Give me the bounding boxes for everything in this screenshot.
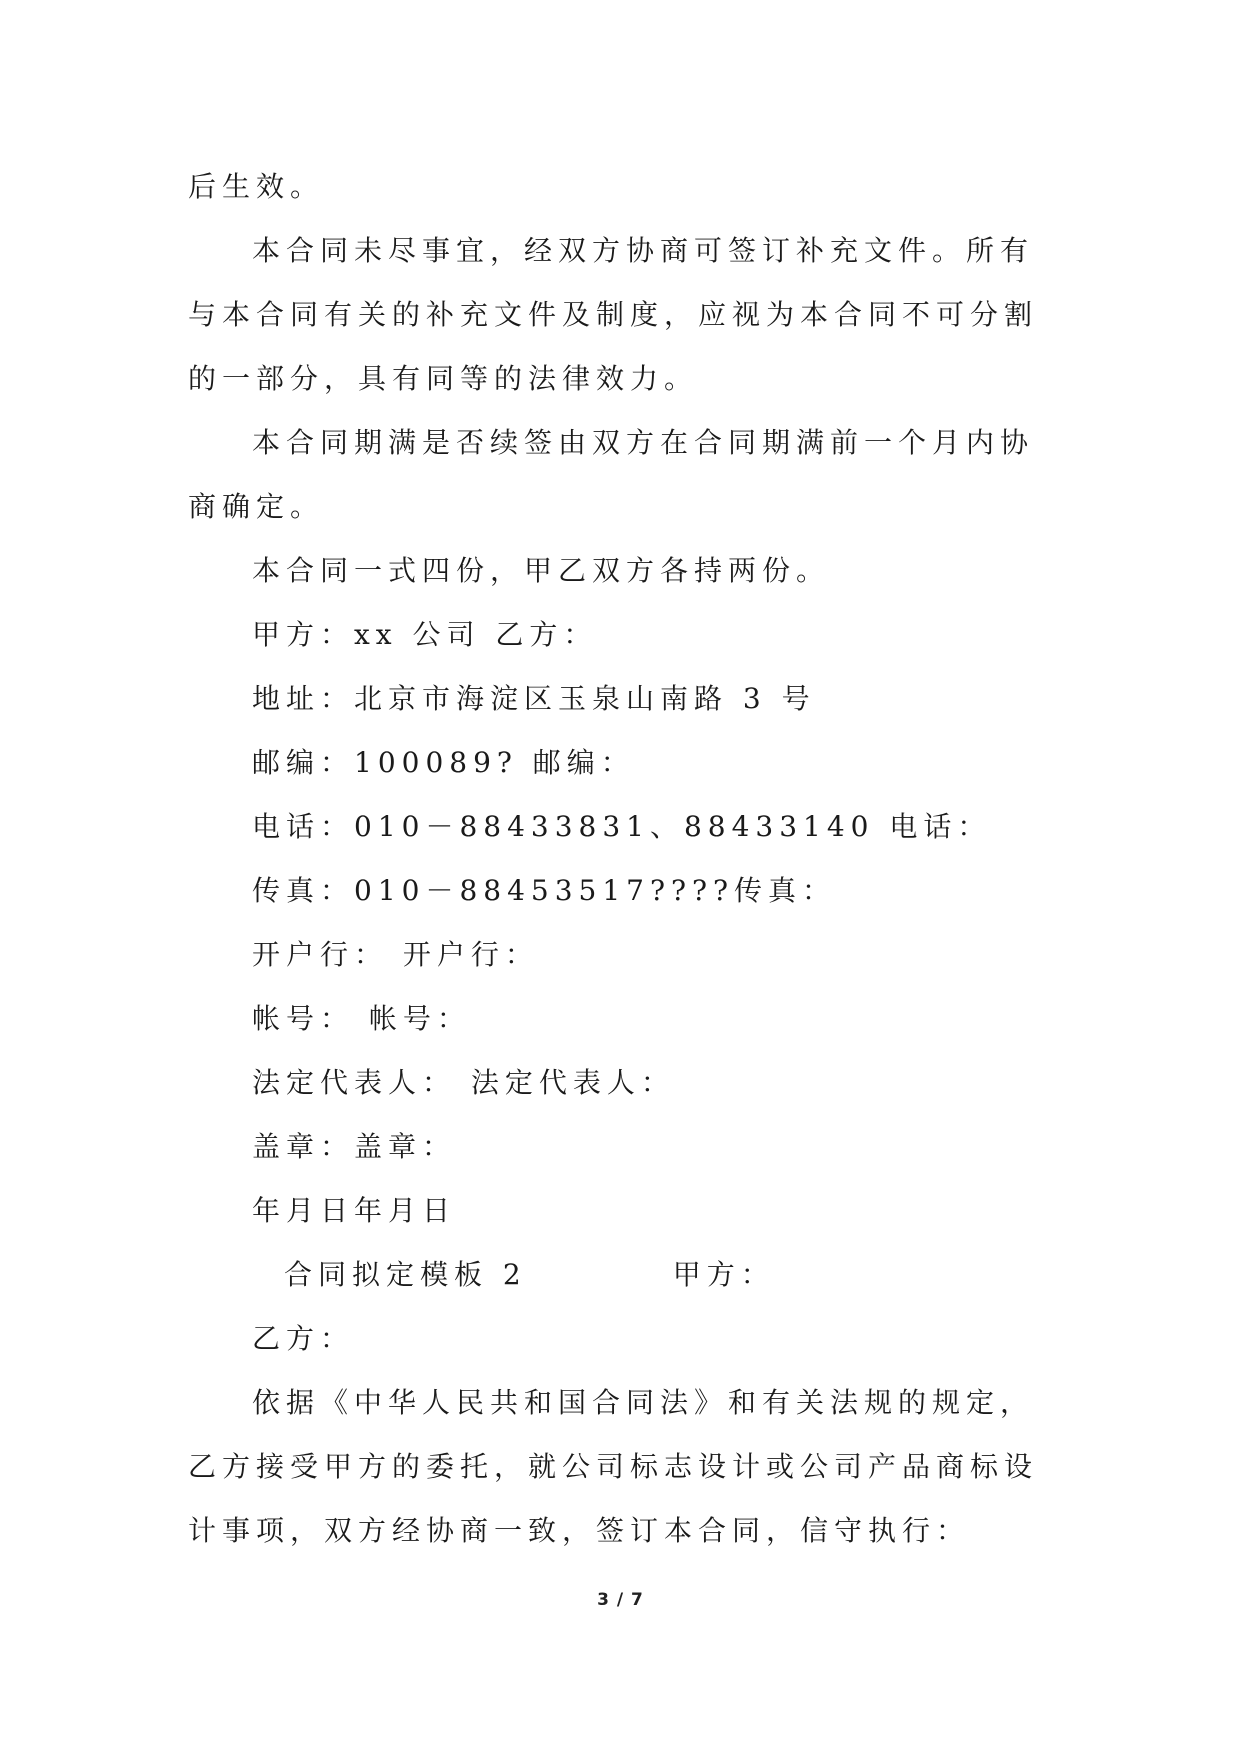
account-line: 帐号： 帐号： [252, 1002, 471, 1035]
legal-rep-line: 法定代表人： 法定代表人： [252, 1066, 675, 1099]
address-line: 地址：北京市海淀区玉泉山南路 3 号 [252, 682, 816, 715]
fax-line: 传真：010－88453517????传真： [252, 874, 837, 907]
seal-line: 盖章：盖章： [252, 1130, 457, 1163]
template-title: 合同拟定模板 2 [284, 1258, 527, 1291]
paragraph-renewal: 本合同期满是否续签由双方在合同期满前一个月内协商确定。 [188, 426, 1035, 523]
page-number: 3 / 7 [597, 1590, 644, 1610]
date-line: 年月日年月日 [252, 1194, 457, 1227]
bank-line: 开户行： 开户行： [252, 938, 539, 971]
postcode-line: 邮编：100089? 邮编： [252, 746, 635, 779]
paragraph-effective: 后生效。 [188, 170, 325, 203]
paragraph-basis: 依据《中华人民共和国合同法》和有关法规的规定，乙方接受甲方的委托，就公司标志设计或公司产品商标设计事项，双方经协商一致，签订本合同，信守执行： [188, 1386, 1039, 1547]
paragraph-supplement: 本合同未尽事宜，经双方协商可签订补充文件。所有与本合同有关的补充文件及制度，应视为本合同不可分割的一部分，具有同等的法律效力。 [188, 234, 1039, 395]
phone-line: 电话：010－88433831、88433140 电话： [252, 810, 992, 843]
document-body [188, 155, 1048, 1563]
template-party-a: 甲方： [672, 1258, 775, 1291]
party-line: 甲方：xx 公司 乙方： [252, 618, 598, 651]
paragraph-copies: 本合同一式四份，甲乙双方各持两份。 [252, 554, 831, 587]
template-heading-row [188, 1243, 1048, 1307]
party-b-line: 乙方： [252, 1322, 355, 1355]
